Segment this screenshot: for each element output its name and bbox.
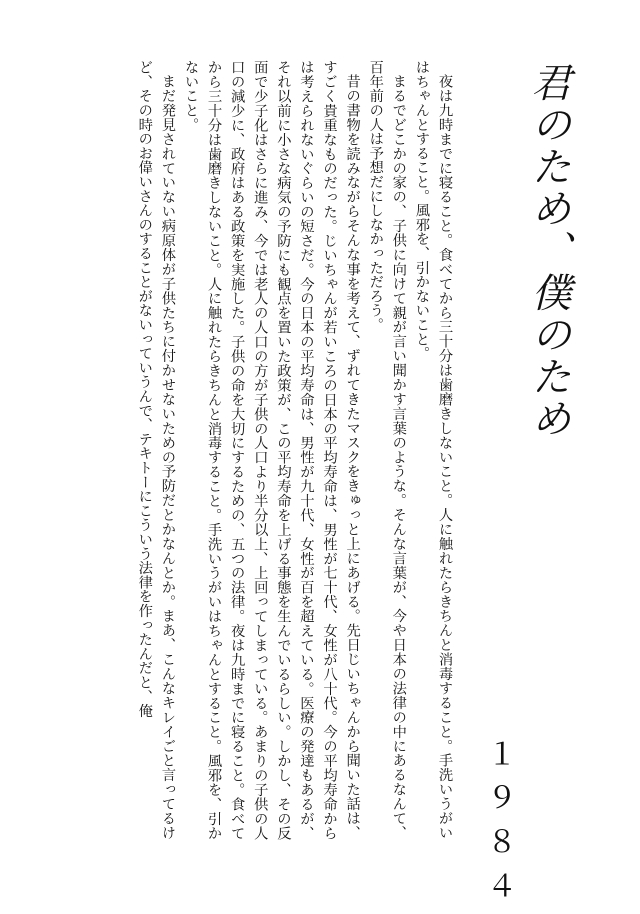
- paragraph: まだ発見されていない病原体が子供たちに付かせないための予防だとかなんとか。まあ、こんなキレイごと言ってるけど、その時のお偉いさんのすることがないっていうんで、テキトーにこういう法律を作ったんだと、俺: [136, 60, 176, 840]
- story-body: [88, 60, 456, 840]
- story-title: 君のため、僕のため: [525, 62, 571, 440]
- paragraph: 昔の書物を読みながらそんな事を考えて、ずれてきたマスクをきゅっと上にあげる。先日じいちゃんから聞いた話は、すごく貴重なものだった。じいちゃんが若いころの日本の平均寿命は、男性が七十代、女性が八十代。今の平均寿命からは考えられないぐらいの短さだ。今の日本の平均寿命は、男性が九十代、女性が百を超えている。医療の発達もあるが、それ以前に小さな病気の予防にも観点を置いた政策が、この平均寿命を上げる事態を生んでいるらしい。しかし、その反面で少子化はさらに進み、今では老人の人口の方が子供の人口より半分以上、上回ってしまっている。あまりの子供の人口の減少に、政府はある政策を実施した。子供の命を大切にするための、五つの法律。夜は九時までに寝ること。食べてから三十分は歯磨きしないこと。人に触れたらきちんと消毒すること。手洗いうがいはちゃんとすること。風邪を、引かないこと。: [182, 60, 361, 840]
- paragraph: まるでどこかの家の、子供に向けて親が言い聞かす言葉のような。そんな言葉が、今や日本の法律の中にあるなんて、百年前の人は予想だにしなかっただろう。: [367, 60, 407, 840]
- paragraph: 夜は九時までに寝ること。食べてから三十分は歯磨きしないこと。人に触れたらきちんと消毒すること。手洗いうがいはちゃんとすること。風邪を、引かないこと。: [413, 60, 453, 840]
- story-year: １９８４: [481, 738, 516, 914]
